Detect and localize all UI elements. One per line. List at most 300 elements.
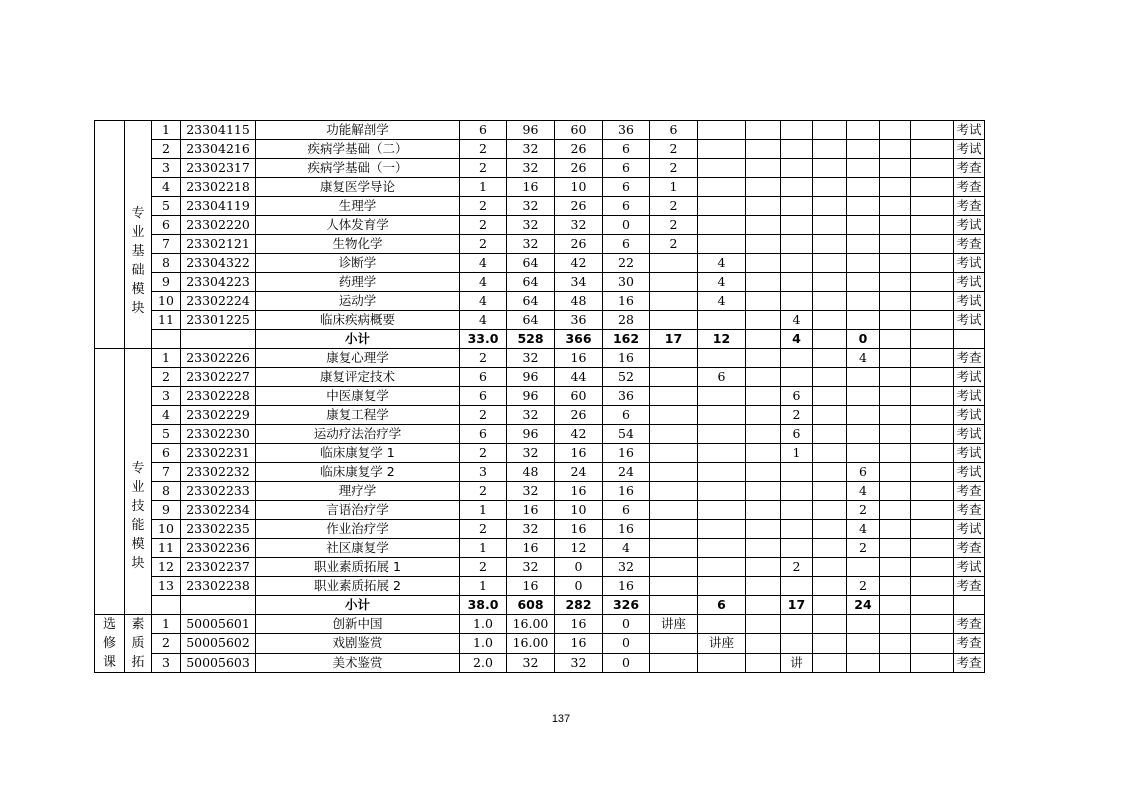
course-name: 康复心理学 <box>256 349 460 368</box>
cell-s2 <box>698 216 746 235</box>
subtotal-s8 <box>911 330 954 349</box>
cell-assess: 考查 <box>954 501 985 520</box>
cell-s7 <box>880 444 911 463</box>
cell-theory: 34 <box>555 273 603 292</box>
cell-theory: 12 <box>555 539 603 558</box>
cell-s4 <box>781 273 813 292</box>
course-code: 23302224 <box>181 292 256 311</box>
cell-assess: 考试 <box>954 463 985 482</box>
cell-s4 <box>781 159 813 178</box>
cell-credit: 1.0 <box>460 615 507 634</box>
cell-s1 <box>650 349 698 368</box>
cell-hours: 32 <box>507 216 555 235</box>
blank-cell <box>152 596 181 615</box>
row-number: 3 <box>152 159 181 178</box>
table-row <box>95 197 1049 216</box>
row-number: 9 <box>152 501 181 520</box>
elective-category-char: 选 <box>102 617 116 632</box>
category-cell <box>95 121 125 349</box>
cell-practice: 22 <box>603 254 650 273</box>
row-number: 2 <box>152 634 181 653</box>
row-number: 5 <box>152 197 181 216</box>
cell-credit: 6 <box>460 368 507 387</box>
subtotal-s1: 17 <box>650 330 698 349</box>
table-row <box>95 425 1049 444</box>
table-row <box>95 159 1049 178</box>
cell-s4 <box>781 197 813 216</box>
cell-s5 <box>813 311 847 330</box>
cell-s6 <box>847 368 880 387</box>
cell-s2 <box>698 121 746 140</box>
cell-credit: 2 <box>460 216 507 235</box>
cell-theory: 48 <box>555 292 603 311</box>
course-name: 康复医学导论 <box>256 178 460 197</box>
cell-s2 <box>698 235 746 254</box>
cell-assess: 考试 <box>954 387 985 406</box>
cell-assess: 考试 <box>954 444 985 463</box>
cell-assess: 考查 <box>954 653 985 672</box>
cell-s6 <box>847 444 880 463</box>
cell-s8 <box>911 121 954 140</box>
cell-s1: 1 <box>650 178 698 197</box>
row-number: 5 <box>152 425 181 444</box>
table-row <box>95 577 1049 596</box>
course-name: 职业素质拓展 1 <box>256 558 460 577</box>
elective-group <box>125 615 152 673</box>
cell-assess: 考查 <box>954 615 985 634</box>
cell-s8 <box>911 425 954 444</box>
cell-s3 <box>746 273 781 292</box>
subtotal-row <box>95 596 1049 615</box>
cell-theory: 24 <box>555 463 603 482</box>
cell-practice: 0 <box>603 634 650 653</box>
cell-credit: 1 <box>460 501 507 520</box>
subtotal-s6: 24 <box>847 596 880 615</box>
cell-s8 <box>911 197 954 216</box>
cell-s8 <box>911 178 954 197</box>
cell-s1: 2 <box>650 159 698 178</box>
table-row <box>95 482 1049 501</box>
cell-s2 <box>698 520 746 539</box>
subtotal-s1 <box>650 596 698 615</box>
subtotal-theory: 282 <box>555 596 603 615</box>
course-name: 康复评定技术 <box>256 368 460 387</box>
table-row <box>95 140 1049 159</box>
cell-practice: 6 <box>603 197 650 216</box>
cell-practice: 6 <box>603 178 650 197</box>
cell-s6 <box>847 216 880 235</box>
cell-theory: 0 <box>555 577 603 596</box>
cell-s2 <box>698 406 746 425</box>
row-number: 7 <box>152 463 181 482</box>
cell-practice: 6 <box>603 159 650 178</box>
cell-practice: 54 <box>603 425 650 444</box>
row-number: 1 <box>152 349 181 368</box>
cell-hours: 96 <box>507 425 555 444</box>
table-row <box>95 349 1049 368</box>
cell-practice: 16 <box>603 577 650 596</box>
cell-s4: 2 <box>781 558 813 577</box>
row-number: 1 <box>152 121 181 140</box>
cell-s3 <box>746 501 781 520</box>
cell-s4 <box>781 634 813 653</box>
cell-s3 <box>746 235 781 254</box>
cell-s6 <box>847 140 880 159</box>
subtotal-label: 小计 <box>256 330 460 349</box>
cell-hours: 32 <box>507 444 555 463</box>
cell-s1 <box>650 254 698 273</box>
module-name-char: 模 <box>131 536 145 552</box>
cell-s8 <box>911 387 954 406</box>
course-name: 运动疗法治疗学 <box>256 425 460 444</box>
cell-s3 <box>746 653 781 672</box>
course-name: 康复工程学 <box>256 406 460 425</box>
cell-s8 <box>911 368 954 387</box>
cell-credit: 2 <box>460 159 507 178</box>
cell-credit: 2 <box>460 520 507 539</box>
cell-assess: 考查 <box>954 539 985 558</box>
cell-s7 <box>880 235 911 254</box>
cell-s4 <box>781 292 813 311</box>
cell-hours: 64 <box>507 292 555 311</box>
course-code: 23304115 <box>181 121 256 140</box>
cell-s2 <box>698 387 746 406</box>
cell-theory: 26 <box>555 159 603 178</box>
cell-s2 <box>698 615 746 634</box>
cell-s3 <box>746 444 781 463</box>
row-number: 13 <box>152 577 181 596</box>
cell-credit: 1.0 <box>460 634 507 653</box>
cell-credit: 2 <box>460 558 507 577</box>
cell-s6: 2 <box>847 539 880 558</box>
table-row <box>95 634 1049 653</box>
course-name: 作业治疗学 <box>256 520 460 539</box>
cell-s1: 2 <box>650 140 698 159</box>
module-name-char: 模 <box>131 281 145 297</box>
subtotal-s2: 6 <box>698 596 746 615</box>
course-code: 23302317 <box>181 159 256 178</box>
cell-s8 <box>911 311 954 330</box>
row-number: 3 <box>152 387 181 406</box>
course-code: 23302230 <box>181 425 256 444</box>
cell-theory: 60 <box>555 387 603 406</box>
subtotal-hours: 608 <box>507 596 555 615</box>
subtotal-credit: 33.0 <box>460 330 507 349</box>
module-name-char: 业 <box>131 479 145 495</box>
table-row <box>95 235 1049 254</box>
table-row <box>95 653 1049 672</box>
course-code: 23304322 <box>181 254 256 273</box>
row-number: 10 <box>152 520 181 539</box>
cell-s2: 讲座 <box>698 634 746 653</box>
course-name: 生物化学 <box>256 235 460 254</box>
course-name: 临床康复学 1 <box>256 444 460 463</box>
course-name: 社区康复学 <box>256 539 460 558</box>
subtotal-label: 小计 <box>256 596 460 615</box>
module-name-char: 基 <box>131 243 145 259</box>
row-number: 2 <box>152 140 181 159</box>
cell-practice: 36 <box>603 387 650 406</box>
course-code: 50005603 <box>181 653 256 672</box>
course-code: 23304119 <box>181 197 256 216</box>
table-row <box>95 216 1049 235</box>
cell-s7 <box>880 178 911 197</box>
elective-category <box>95 615 125 673</box>
course-code: 23302220 <box>181 216 256 235</box>
table-row <box>95 501 1049 520</box>
cell-credit: 3 <box>460 463 507 482</box>
course-code: 23302237 <box>181 558 256 577</box>
cell-theory: 16 <box>555 520 603 539</box>
cell-s8 <box>911 216 954 235</box>
cell-theory: 16 <box>555 634 603 653</box>
cell-assess: 考查 <box>954 482 985 501</box>
cell-hours: 16.00 <box>507 634 555 653</box>
cell-assess: 考试 <box>954 520 985 539</box>
cell-s3 <box>746 387 781 406</box>
course-code: 23302238 <box>181 577 256 596</box>
cell-s1 <box>650 444 698 463</box>
subtotal-hours: 528 <box>507 330 555 349</box>
cell-s1 <box>650 501 698 520</box>
cell-assess: 考试 <box>954 254 985 273</box>
cell-s7 <box>880 121 911 140</box>
cell-s8 <box>911 539 954 558</box>
row-number: 9 <box>152 273 181 292</box>
cell-s6: 4 <box>847 520 880 539</box>
cell-s2: 4 <box>698 273 746 292</box>
cell-practice: 0 <box>603 615 650 634</box>
cell-practice: 16 <box>603 349 650 368</box>
cell-practice: 16 <box>603 482 650 501</box>
cell-theory: 26 <box>555 235 603 254</box>
cell-s3 <box>746 425 781 444</box>
course-code: 23302226 <box>181 349 256 368</box>
cell-s6: 2 <box>847 577 880 596</box>
cell-assess: 考查 <box>954 349 985 368</box>
cell-hours: 64 <box>507 254 555 273</box>
cell-hours: 32 <box>507 653 555 672</box>
subtotal-s7 <box>880 330 911 349</box>
cell-s4 <box>781 482 813 501</box>
cell-s5 <box>813 140 847 159</box>
cell-s6 <box>847 634 880 653</box>
row-number: 11 <box>152 539 181 558</box>
cell-s1: 2 <box>650 216 698 235</box>
cell-s2: 6 <box>698 368 746 387</box>
cell-theory: 0 <box>555 558 603 577</box>
cell-s1: 2 <box>650 197 698 216</box>
table-row <box>95 520 1049 539</box>
elective-category-char: 课 <box>102 655 116 670</box>
cell-s2 <box>698 349 746 368</box>
cell-s6 <box>847 292 880 311</box>
cell-assess: 考查 <box>954 634 985 653</box>
cell-s1: 2 <box>650 235 698 254</box>
row-number: 8 <box>152 482 181 501</box>
table-row <box>95 387 1049 406</box>
cell-assess: 考查 <box>954 159 985 178</box>
cell-s6: 4 <box>847 482 880 501</box>
cell-s2 <box>698 463 746 482</box>
cell-s8 <box>911 577 954 596</box>
cell-s3 <box>746 577 781 596</box>
cell-s7 <box>880 387 911 406</box>
cell-s5 <box>813 463 847 482</box>
cell-practice: 52 <box>603 368 650 387</box>
cell-s7 <box>880 501 911 520</box>
cell-s7 <box>880 634 911 653</box>
cell-hours: 32 <box>507 482 555 501</box>
course-name: 人体发育学 <box>256 216 460 235</box>
course-code: 23302234 <box>181 501 256 520</box>
cell-s5 <box>813 121 847 140</box>
cell-s4 <box>781 254 813 273</box>
cell-assess: 考试 <box>954 273 985 292</box>
elective-group-char: 拓 <box>131 655 145 670</box>
cell-s2 <box>698 159 746 178</box>
cell-s5 <box>813 634 847 653</box>
cell-s1: 6 <box>650 121 698 140</box>
cell-s6 <box>847 254 880 273</box>
cell-s3 <box>746 634 781 653</box>
course-name: 运动学 <box>256 292 460 311</box>
cell-s7 <box>880 311 911 330</box>
cell-s7 <box>880 197 911 216</box>
cell-s7 <box>880 140 911 159</box>
course-name: 临床康复学 2 <box>256 463 460 482</box>
cell-s1 <box>650 653 698 672</box>
module-name <box>125 121 152 349</box>
cell-s8 <box>911 273 954 292</box>
cell-s5 <box>813 539 847 558</box>
cell-s5 <box>813 178 847 197</box>
cell-s1 <box>650 425 698 444</box>
subtotal-s3 <box>746 330 781 349</box>
course-table-sheet <box>94 120 1041 673</box>
cell-practice: 6 <box>603 235 650 254</box>
module-name-char: 块 <box>131 555 145 571</box>
cell-s3 <box>746 558 781 577</box>
cell-s1: 讲座 <box>650 615 698 634</box>
cell-s5 <box>813 349 847 368</box>
cell-practice: 0 <box>603 216 650 235</box>
cell-practice: 32 <box>603 558 650 577</box>
cell-s6 <box>847 178 880 197</box>
cell-s8 <box>911 558 954 577</box>
cell-s5 <box>813 273 847 292</box>
subtotal-practice: 326 <box>603 596 650 615</box>
subtotal-credit: 38.0 <box>460 596 507 615</box>
cell-s7 <box>880 406 911 425</box>
cell-theory: 60 <box>555 121 603 140</box>
cell-practice: 6 <box>603 140 650 159</box>
cell-s5 <box>813 387 847 406</box>
cell-s6 <box>847 197 880 216</box>
cell-s2 <box>698 444 746 463</box>
cell-s2 <box>698 577 746 596</box>
cell-hours: 16 <box>507 577 555 596</box>
cell-assess: 考试 <box>954 140 985 159</box>
cell-s5 <box>813 482 847 501</box>
row-number: 2 <box>152 368 181 387</box>
cell-s5 <box>813 520 847 539</box>
cell-s3 <box>746 482 781 501</box>
row-number: 6 <box>152 216 181 235</box>
cell-s6 <box>847 311 880 330</box>
cell-s4 <box>781 463 813 482</box>
cell-s8 <box>911 463 954 482</box>
cell-s6: 6 <box>847 463 880 482</box>
cell-s2 <box>698 482 746 501</box>
cell-s8 <box>911 501 954 520</box>
cell-assess: 考试 <box>954 425 985 444</box>
cell-hours: 16 <box>507 501 555 520</box>
cell-s7 <box>880 349 911 368</box>
cell-s4 <box>781 615 813 634</box>
table-row <box>95 444 1049 463</box>
cell-assess: 考试 <box>954 406 985 425</box>
cell-s6 <box>847 159 880 178</box>
module-name-char: 块 <box>131 300 145 316</box>
table-row <box>95 558 1049 577</box>
cell-theory: 10 <box>555 178 603 197</box>
row-number: 10 <box>152 292 181 311</box>
module-name-char: 能 <box>131 517 145 533</box>
row-number: 8 <box>152 254 181 273</box>
cell-s3 <box>746 311 781 330</box>
cell-s6 <box>847 425 880 444</box>
table-row <box>95 539 1049 558</box>
cell-hours: 16 <box>507 178 555 197</box>
cell-s4 <box>781 520 813 539</box>
table-row <box>95 292 1049 311</box>
cell-s6: 2 <box>847 501 880 520</box>
subtotal-theory: 366 <box>555 330 603 349</box>
cell-s8 <box>911 482 954 501</box>
cell-s7 <box>880 292 911 311</box>
module-name-char: 专 <box>131 205 145 221</box>
cell-assess: 考查 <box>954 197 985 216</box>
cell-theory: 26 <box>555 140 603 159</box>
category-cell <box>95 349 125 615</box>
cell-theory: 16 <box>555 444 603 463</box>
cell-theory: 42 <box>555 425 603 444</box>
cell-assess: 考查 <box>954 235 985 254</box>
cell-practice: 6 <box>603 501 650 520</box>
cell-s4 <box>781 501 813 520</box>
cell-s8 <box>911 615 954 634</box>
cell-s1 <box>650 539 698 558</box>
cell-s4 <box>781 121 813 140</box>
cell-s7 <box>880 368 911 387</box>
cell-s7 <box>880 425 911 444</box>
cell-s2: 4 <box>698 292 746 311</box>
cell-s7 <box>880 520 911 539</box>
cell-s4 <box>781 577 813 596</box>
course-name: 药理学 <box>256 273 460 292</box>
subtotal-s5 <box>813 596 847 615</box>
cell-s5 <box>813 558 847 577</box>
cell-s7 <box>880 558 911 577</box>
row-number: 7 <box>152 235 181 254</box>
subtotal-s6: 0 <box>847 330 880 349</box>
cell-s3 <box>746 615 781 634</box>
cell-theory: 16 <box>555 482 603 501</box>
cell-s1 <box>650 558 698 577</box>
module-name-char: 业 <box>131 224 145 240</box>
cell-hours: 32 <box>507 520 555 539</box>
